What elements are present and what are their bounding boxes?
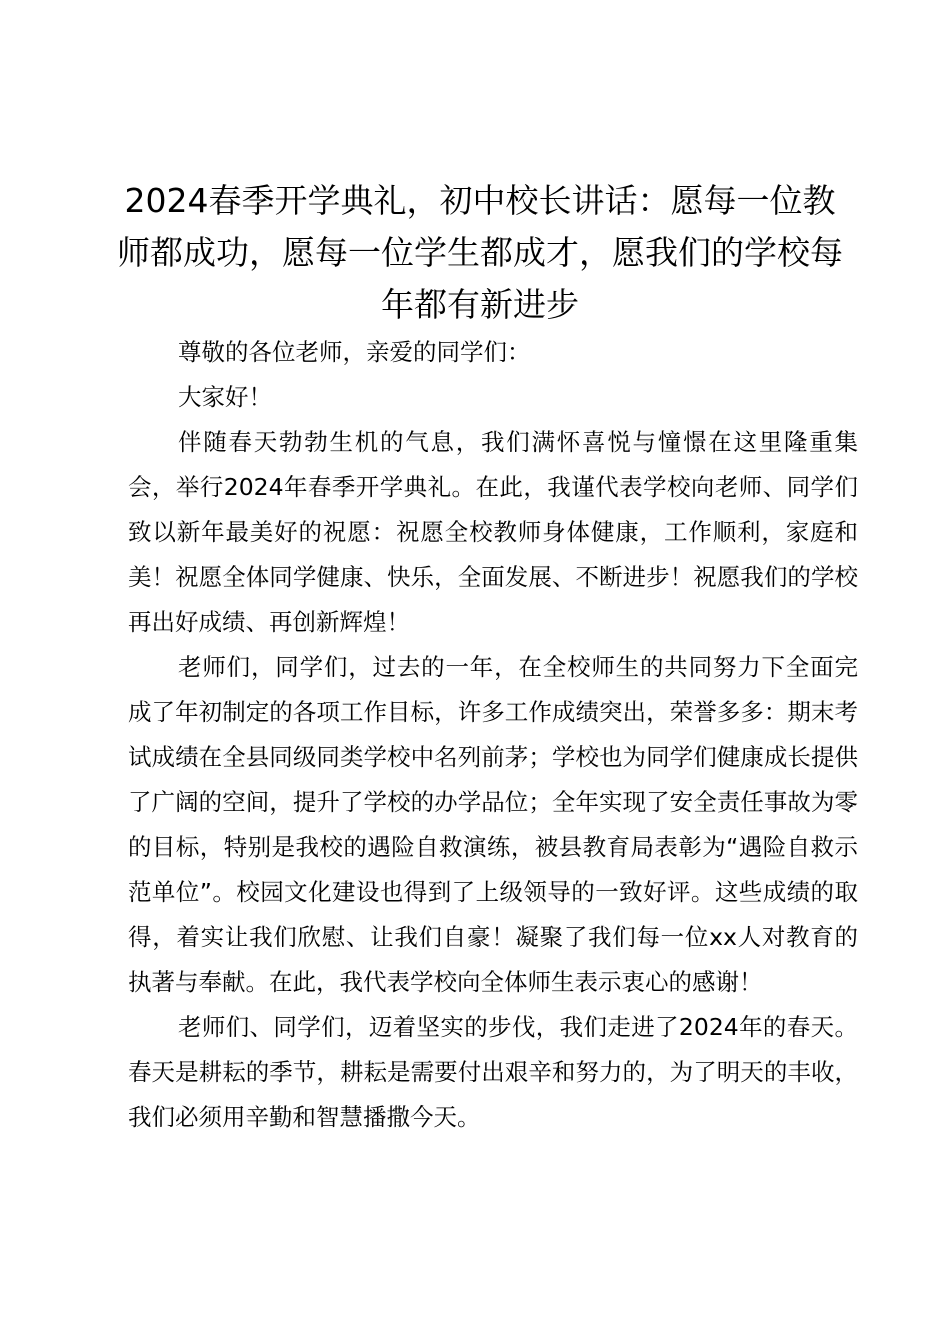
paragraph-achievements: 老师们，同学们，过去的一年，在全校师生的共同努力下全面完成了年初制定的各项工作目标，许多工作成绩突出，荣誉多多：期末考试成绩在全县同级同类学校中名列前茅；学校也为同学们健康成长提供了广阔的空间，提升了学校的办学品位；全年实现了安全责任事故为零的目标，特别是我校的遇险自救演练，被县教育局表彰为“遇险自救示范单位”。校园文化建设也得到了上级领导的一致好评。这些成绩的取得，着实让我们欣慰、让我们自豪！凝聚了我们每一位xx人对教育的执著与奉献。在此，我代表学校向全体师生表示衷心的感谢！ — [128, 653, 858, 996]
paragraph-greeting: 大家好！ — [178, 383, 272, 411]
paragraph-spring: 老师们、同学们，迈着坚实的步伐，我们走进了2024年的春天。春天是耕耘的季节，耕耘是需要付出艰辛和努力的，为了明天的丰收，我们必须用辛勤和智慧播撒今天。 — [128, 1013, 858, 1131]
paragraph-salutation: 尊敬的各位老师，亲爱的同学们： — [178, 338, 531, 366]
paragraph-opening: 伴随春天勃勃生机的气息，我们满怀喜悦与憧憬在这里隆重集会，举行2024年春季开学典礼。在此，我谨代表学校向老师、同学们致以新年最美好的祝愿：祝愿全校教师身体健康，工作顺利，家庭和美！祝愿全体同学健康、快乐，全面发展、不断进步！祝愿我们的学校再出好成绩、再创新辉煌！ — [128, 428, 858, 636]
document-title: 2024春季开学典礼，初中校长讲话：愿每一位教师都成功，愿每一位学生都成才，愿我们的学校每年都有新进步 — [117, 181, 843, 324]
document-body — [128, 330, 858, 1140]
